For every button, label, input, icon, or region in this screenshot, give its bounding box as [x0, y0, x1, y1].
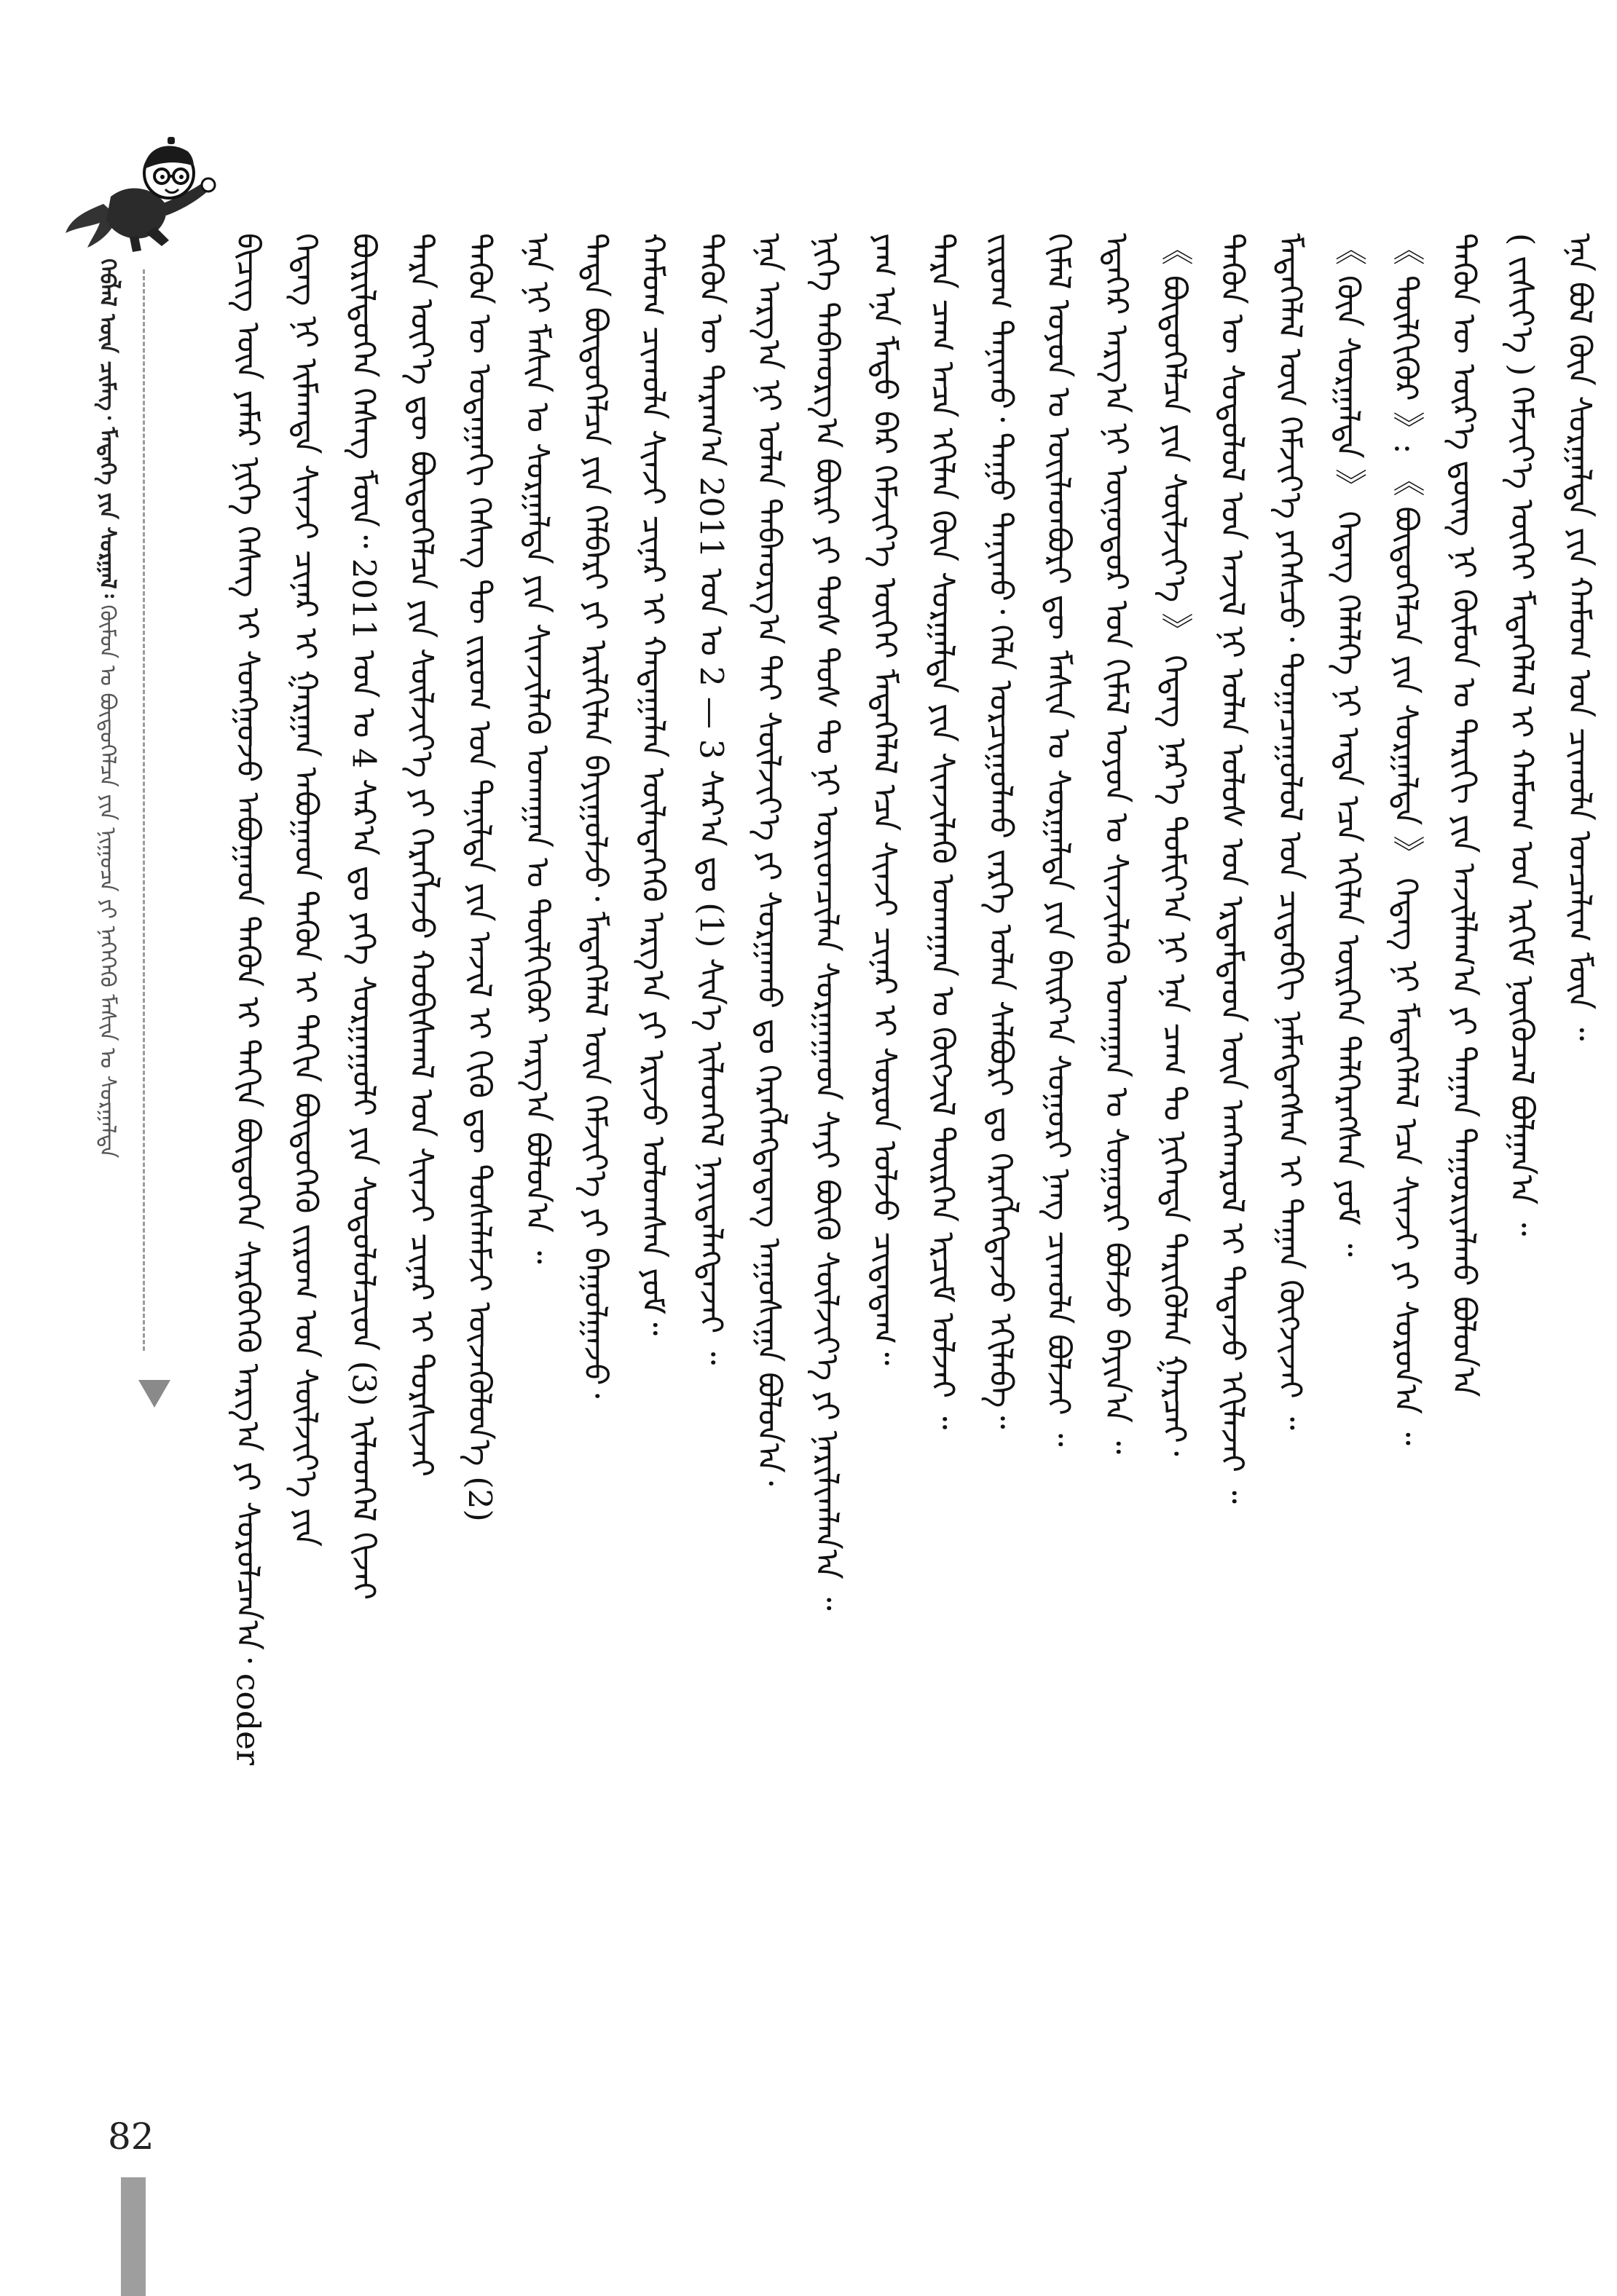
- text-column: ( ᠵᠢᠱᠢᠶ᠎ᠡ ) ᠬᠡᠮᠵᠢᠶ᠎ᠡ ᠦᠭᠡᠢ ᠮᠡᠳᠡᠭᠡᠯᠡᠯ ᠢ ᠬᠠᠮᠤᠭ ᠤᠨ ᠡᠷᠬᠢᠮ ᠨᠥᠬᠥᠴᠡᠯ ᠪᠣᠯᠭᠠᠨ᠎ᠠ ᠃: [1503, 233, 1541, 1236]
- text-column: ᠲᠡᠳᠡ ᠪᠦᠲᠦᠭᠡᠯᠴᠡ ᠶᠢᠨ ᠬᠡᠯᠪᠡᠷᠢ ᠶᠢ ᠡᠷᠢᠯᠬᠢᠯᠡᠨ ᠪᠠᠶᠢᠭᠤᠯᠵᠤ᠂ ᠮᠡᠳᠡᠭᠡᠯᠡᠯ ᠦᠨ ᠬᠡᠮᠵᠢᠶ᠎ᠡ ᠶᠢ ᠪᠠᠭᠤᠯᠭᠠᠵᠤ᠂: [576, 233, 614, 1399]
- running-header-subtitle: ᠬᠦᠮᠦᠨ ᠤ ᠪᠦᠲᠦᠭᠡᠯᠴᠡ ᠶᠢᠨ ᠨᠢᠭᠤᠴᠠ ᠶᠢ ᠨᠡᠭᠡᠭᠡᠬᠦ ᠮᠠᠰᠢᠨ ᠤ ᠰᠤᠷᠭᠠᠯᠲᠠ: [95, 604, 120, 1159]
- body-text: [219, 233, 1598, 2068]
- text-column: ᠡᠨᠡ ᠠᠷᠭ᠎ᠠ ᠨᠢ ᠣᠯᠠᠨ ᠳᠠᠪᠬᠤᠷᠭ᠎ᠠ ᠲᠠᠢ ᠰᠦᠯᠵᠢᠶ᠎ᠡ ᠶᠢ ᠰᠤᠷᠭᠠᠬᠤ ᠳᠤ ᠬᠡᠷᠡᠭᠯᠡᠭᠳᠡᠳᠡᠭ ᠠᠭᠤᠰᠢᠭᠠ ᠪᠣᠯᠤᠨ᠎ᠠ᠂: [750, 233, 787, 1486]
- text-column: ᠪᠦᠷᠢᠯᠳᠦᠭᠡᠨ ᠬᠡᠰᠡᠭ ᠮᠥᠨ᠃ 2011 ᠣᠨ ᠤ 4 ᠰᠠᠷ᠎ᠠ ᠳᠤ ᠶᠡᠬᠡ ᠰᠤᠷᠭᠠᠭᠤᠯᠢ ᠶᠢᠨ ᠰᠤᠳᠤᠯᠤᠯᠴᠢᠳ (3) ᠢᠯᠡᠳᠭᠡᠯ ᠬᠢᠵᠡᠢ: [345, 233, 382, 1601]
- text-column: ᠡᠨᠡ ᠪᠣᠯ ᠭᠦᠨ ᠰᠤᠷᠭᠠᠯᠲᠠ ᠶᠢᠨ ᠬᠠᠮᠤᠭ ᠤᠨ ᠴᠢᠬᠤᠯᠠ ᠣᠨᠴᠠᠯᠢᠭ ᠮᠥᠨ ᠃: [1561, 233, 1598, 1041]
- page-number: 82: [108, 2115, 154, 2158]
- dashed-divider: [143, 269, 145, 1351]
- text-column: 《 ᠪᠦᠲᠦᠭᠡᠯᠴᠡ ᠶᠢᠨ ᠰᠦᠯᠵᠢᠶ᠎ᠡ 》 ᠭᠡᠳᠡᠭ ᠨᠡᠷ᠎ᠡ ᠲᠣᠮᠢᠶ᠎ᠠ ᠨᠢ ᠡᠨᠡ ᠴᠠᠭ ᠲᠤ ᠨᠢᠭᠡᠨᠲᠡ ᠲᠡᠷᠢᠭᠦᠯᠡᠨ ᠭᠠᠷᠴᠠᠢ᠂: [1155, 233, 1193, 1456]
- text-column: ᠭᠡᠳᠡᠭ ᠨᠢ ᠢᠮᠠᠭᠲᠠ ᠰᠢᠨᠵᠢ ᠴᠢᠨᠠᠷ ᠢ ᠭᠠᠷᠭᠠᠨ ᠠᠪᠤᠭᠠᠳ ᠲᠡᠭᠦᠨ ᠢ ᠳᠠᠬᠢᠨ ᠪᠦᠲᠦᠭᠡᠬᠦ ᠵᠢᠷᠤᠭ ᠤᠨ ᠰᠦᠯᠵᠢᠶ᠎ᠡ ᠶᠢᠨ: [287, 233, 324, 1547]
- text-column: 《 ᠭᠦᠨ ᠰᠤᠷᠭᠠᠯᠲᠠ 》 ᠭᠡᠳᠡᠭ ᠬᠡᠯᠡᠯᠭᠡ ᠨᠢ ᠡᠨᠳᠡ ᠡᠴᠡ ᠡᠬᠢᠯᠡᠨ ᠥᠷᠭᠡᠨ ᠳᠡᠯᠭᠡᠷᠡᠭᠰᠡᠨ ᠶᠤᠮ ᠃: [1329, 233, 1366, 1257]
- text-column: ᠡᠨᠡ ᠨᠢ ᠮᠠᠰᠢᠨ ᠤ ᠰᠤᠷᠭᠠᠯᠲᠠ ᠶᠢᠨ ᠰᠢᠨᠵᠢᠯᠡᠬᠦ ᠤᠬᠠᠭᠠᠨ ᠤ ᠲᠦᠯᠬᠢᠭᠦᠷ ᠠᠷᠭ᠎ᠠ ᠪᠣᠯᠤᠨ᠎ᠠ ᠃: [519, 233, 556, 1264]
- text-column: ᠨᠢᠭᠡ ᠳᠠᠪᠬᠤᠷᠭ᠎ᠠ ᠪᠦᠷᠢ ᠶᠢ ᠲᠤᠰ ᠲᠤᠰ ᠲᠤ ᠨᠢ ᠤᠷᠢᠳᠴᠢᠯᠠᠨ ᠰᠤᠷᠭᠠᠭᠠᠳ ᠰᠠᠶᠢ ᠪᠦᠬᠦ ᠰᠦᠯᠵᠢᠶ᠎ᠡ ᠶᠢ ᠨᠠᠷᠢᠯᠢᠭᠯᠠᠨ᠎ᠠ ᠃: [808, 233, 846, 1611]
- text-column: ᠲᠡᠷᠡ ᠴᠠᠭ ᠠᠴᠠ ᠡᠬᠢᠯᠡᠨ ᠭᠦᠨ ᠰᠤᠷᠭᠠᠯᠲᠠ ᠶᠢᠨ ᠰᠢᠨᠵᠢᠯᠡᠬᠦ ᠤᠬᠠᠭᠠᠨ ᠤ ᠬᠥᠭᠵᠢᠯ ᠲᠦᠷᠭᠡᠨ ᠡᠷᠴᠢᠮ ᠣᠯᠵᠠᠢ ᠃: [924, 233, 961, 1430]
- running-header: [95, 259, 119, 1158]
- text-column: ᠬᠢᠮᠡᠯ ᠤᠶᠤᠨ ᠤ ᠦᠢᠯᠡᠳᠪᠦᠷᠢ ᠳᠦ ᠮᠠᠰᠢᠨ ᠤ ᠰᠤᠷᠭᠠᠯᠲᠠ ᠶᠢᠨ ᠪᠠᠢᠷ᠎ᠠ ᠰᠤᠭᠤᠷᠢ ᠨᠡᠩ ᠴᠢᠬᠤᠯᠠ ᠪᠣᠯᠵᠠᠢ ᠃: [1039, 233, 1077, 1447]
- triangle-marker-icon: [138, 1380, 170, 1408]
- text-column: 《 ᠲᠦᠯᠬᠢᠭᠦᠷ 》: 《 ᠪᠦᠲᠦᠭᠡᠯᠴᠡ ᠶᠢᠨ ᠰᠤᠷᠭᠠᠯᠲᠠ 》 ᠭᠡᠳᠡᠭ ᠨᠢ ᠮᠡᠳᠡᠭᠡᠯᠡᠯ ᠡᠴᠡ ᠰᠢᠨᠵᠢ ᠶᠢ ᠰᠤᠷᠤᠨ᠎ᠠ ᠃: [1387, 233, 1425, 1445]
- text-column: ᠵᠢᠷᠤᠭ ᠲᠠᠨᠢᠬᠤ᠂ ᠳᠠᠭᠤ ᠲᠠᠨᠢᠬᠤ᠂ ᠬᠡᠯᠡ ᠣᠷᠴᠢᠭᠤᠯᠬᠤ ᠵᠡᠷᠭᠡ ᠣᠯᠠᠨ ᠰᠠᠯᠪᠤᠷᠢ ᠳᠤ ᠬᠡᠷᠡᠭᠯᠡᠭᠳᠡᠵᠦ ᠡᠬᠢᠯᠡᠪᠡ᠃: [982, 233, 1019, 1429]
- text-column: ᠮᠡᠳᠡᠭᠡᠯᠡᠯ ᠦᠨ ᠬᠡᠮᠵᠢᠶ᠎ᠡ ᠶᠡᠬᠡᠰᠴᠦ᠂ ᠲᠣᠭᠠᠴᠠᠭᠤᠯᠤᠯ ᠤᠨ ᠴᠢᠳᠠᠪᠬᠢ ᠨᠡᠮᠡᠭᠳᠡᠭᠰᠡᠨ ᠢ ᠳᠠᠭᠠᠨ ᠬᠥᠭᠵᠢᠵᠡᠢ ᠃: [1271, 233, 1309, 1430]
- running-header-title: ᠬᠡᠪᠯᠡᠯ ᠦᠨ ᠴᠢᠮᠡᠭ᠂ ᠮᠡᠳᠡᠭᠡ ᠶᠢᠨ ᠰᠤᠷᠭᠠᠯ᠄: [95, 259, 120, 598]
- text-column: ᠪᠢᠴᠢᠭ ᠦᠨ ᠶᠠᠮᠠᠷ ᠨᠢᠭᠡ ᠬᠡᠰᠡᠭ ᠢ ᠰᠤᠩᠭᠤᠵᠤ ᠠᠪᠤᠭᠠᠳ ᠲᠡᠭᠦᠨ ᠢ ᠳᠠᠬᠢᠨ ᠪᠦᠲᠦᠭᠡᠨ ᠰᠡᠷᠭᠦᠭᠡᠬᠦ ᠠᠷᠭ᠎ᠠ ᠶᠢ ᠰᠤᠷᠤᠯᠴᠠᠨ᠎ᠠ᠂ coder: [229, 233, 267, 1766]
- text-column: ᠲᠡᠷᠡ ᠦᠶ᠎ᠡ ᠳᠦ ᠪᠦᠲᠦᠭᠡᠯᠴᠡ ᠶᠢᠨ ᠰᠦᠯᠵᠢᠶ᠎ᠡ ᠶᠢ ᠬᠡᠷᠡᠭᠯᠡᠵᠦ ᠬᠤᠪᠢᠰᠬᠠᠯ ᠤᠨ ᠰᠢᠨᠵᠢ ᠴᠢᠨᠠᠷ ᠢ ᠲᠤᠷᠰᠢᠵᠠᠢ: [403, 233, 440, 1478]
- text-column: ᠡᠳᠡᠭᠡᠷ ᠠᠷᠭ᠎ᠠ ᠨᠢ ᠥᠨᠥᠳᠦᠷ ᠤᠨ ᠬᠢᠮᠡᠯ ᠤᠶᠤᠨ ᠤ ᠰᠢᠨᠵᠢᠯᠡᠬᠦ ᠤᠬᠠᠭᠠᠨ ᠤ ᠰᠤᠭᠤᠷᠢ ᠪᠣᠯᠵᠤ ᠪᠠᠶᠢᠨ᠎ᠠ ᠃: [1098, 233, 1135, 1454]
- text-column: ᠲᠡᠭᠦᠨ ᠦ ᠤᠳᠠᠭᠠᠬᠢ ᠬᠡᠰᠡᠭ ᠲᠦ ᠵᠢᠷᠤᠭ ᠤᠨ ᠲᠠᠨᠢᠯᠲᠠ ᠶᠢᠨ ᠠᠵᠢᠯ ᠢ ᠬᠢᠬᠦ ᠳᠦ ᠲᠤᠰᠠᠯᠠᠮᠵᠢ ᠦᠵᠡᠭᠦᠯᠦᠨ᠎ᠡ (2): [460, 233, 498, 1522]
- text-column: ᠲᠡᠭᠦᠨ ᠦ ᠳᠠᠷᠠᠭ᠎ᠠ 2011 ᠣᠨ ᠤ 2 — 3 ᠰᠠᠷ᠎ᠠ ᠳᠤ (1) ᠰᠢᠨ᠎ᠡ ᠢᠯᠡᠳᠭᠡᠯ ᠨᠡᠶᠢᠲᠡᠯᠡᠭᠳᠡᠵᠡᠢ ᠃: [692, 233, 730, 1365]
- text-column: ᠲᠡᠭᠦᠨ ᠦ ᠰᠤᠳᠤᠯᠤᠯ ᠤᠨ ᠠᠵᠢᠯ ᠨᠢ ᠣᠯᠠᠨ ᠤᠯᠤᠰ ᠤᠨ ᠡᠷᠳᠡᠮᠲᠡᠳ ᠦᠨ ᠠᠩᠬᠠᠷᠤᠯ ᠢ ᠲᠠᠲᠠᠵᠤ ᠡᠬᠢᠯᠡᠵᠡᠢ ᠃: [1213, 233, 1251, 1504]
- text-column: ᠶᠠᠭ ᠡᠨᠡ ᠮᠡᠲᠦ ᠪᠠᠷ ᠬᠡᠮᠵᠢᠶ᠎ᠡ ᠦᠭᠡᠢ ᠮᠡᠳᠡᠭᠡᠯᠡᠯ ᠡᠴᠡ ᠰᠢᠨᠵᠢ ᠴᠢᠨᠠᠷ ᠢ ᠰᠤᠷᠤᠨ ᠣᠯᠵᠤ ᠴᠢᠳᠠᠳᠠᠭ᠃: [866, 233, 903, 1365]
- text-column: ᠲᠡᠭᠦᠨ ᠦ ᠦᠷ᠎ᠡ ᠳ᠋ᠦᠩ ᠨᠢ ᠬᠦᠮᠦᠨ ᠤ ᠲᠠᠷᠢᠬᠢ ᠶᠢᠨ ᠠᠵᠢᠯᠯᠠᠭ᠎ᠠ ᠶᠢ ᠳᠠᠭᠠᠨ ᠳᠠᠭᠤᠷᠢᠶᠠᠯᠬᠤ ᠪᠣᠯᠤᠨ᠎ᠠ: [1445, 233, 1482, 1397]
- mascot-illustration: [60, 131, 220, 255]
- text-column: ᠬᠠᠮᠤᠭ ᠴᠢᠬᠤᠯᠠ ᠰᠢᠨᠵᠢ ᠴᠢᠨᠠᠷ ᠢ ᠬᠠᠳᠠᠭᠠᠯᠠᠨ ᠦᠯᠡᠳᠡᠭᠡᠬᠦ ᠠᠷᠭ᠎ᠠ ᠶᠢ ᠡᠷᠢᠵᠦ ᠣᠯᠤᠭᠰᠠᠨ ᠶᠤᠮ᠃: [634, 233, 672, 1336]
- page-edge-bar: [121, 2177, 146, 2296]
